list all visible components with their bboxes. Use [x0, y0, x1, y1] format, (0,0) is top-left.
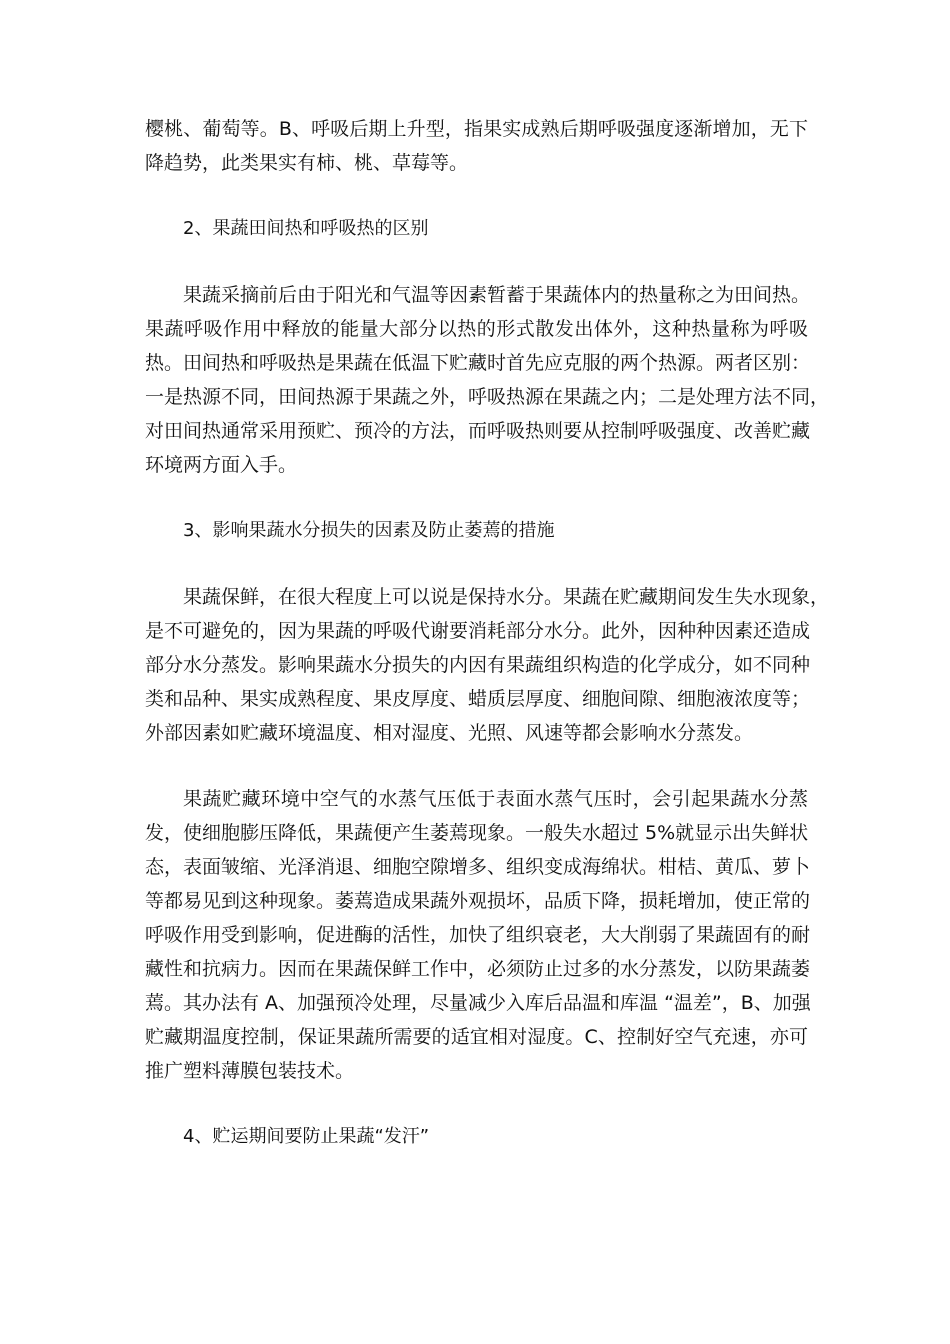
text-line: 推广塑料薄膜包装技术。	[145, 1060, 355, 1082]
section-heading-2: 2、果蔬田间热和呼吸热的区别	[183, 218, 429, 239]
text-line: 一是热源不同，田间热源于果蔬之外，呼吸热源在果蔬之内；二是处理方法不同，	[145, 386, 830, 408]
text-line: 等都易见到这种现象。萎蔫造成果蔬外观损坏，品质下降，损耗增加，使正常的	[145, 890, 811, 912]
paragraph-wilting	[145, 782, 811, 1088]
text-line: 类和品种、果实成熟程度、果皮厚度、蜡质层厚度、细胞间隙、细胞液浓度等；	[145, 688, 811, 710]
text-line: 发，使细胞膨压降低，果蔬便产生萎蔫现象。一般失水超过 5%就显示出失鲜状	[145, 822, 809, 844]
text-line: 果蔬保鲜，在很大程度上可以说是保持水分。果蔬在贮藏期间发生失水现象，	[183, 586, 830, 608]
text-line: 樱桃、葡萄等。B、呼吸后期上升型，指果实成熟后期呼吸强度逐渐增加，无下	[145, 118, 808, 140]
text-line: 贮藏期温度控制，保证果蔬所需要的适宜相对湿度。C、控制好空气充速，亦可	[145, 1026, 808, 1048]
paragraph-gap	[145, 180, 808, 212]
paragraph-gap	[145, 482, 808, 514]
paragraph-water-loss	[145, 580, 830, 750]
paragraph-gap	[145, 548, 808, 580]
text-line: 果蔬贮藏环境中空气的水蒸气压低于表面水蒸气压时，会引起果蔬水分蒸	[183, 788, 808, 810]
paragraph-continuation	[145, 112, 808, 180]
text-line: 蔫。其办法有 A、加强预冷处理，尽量减少入库后品温和库温 “温差”，B、加强	[145, 992, 811, 1014]
text-line: 果蔬呼吸作用中释放的能量大部分以热的形式散发出体外，这种热量称为呼吸	[145, 318, 808, 340]
text-line: 热。田间热和呼吸热是果蔬在低温下贮藏时首先应克服的两个热源。两者区别：	[145, 352, 811, 374]
text-line: 态，表面皱缩、光泽消退、细胞空隙增多、组织变成海绵状。柑桔、黄瓜、萝卜	[145, 856, 811, 878]
text-line: 部分水分蒸发。影响果蔬水分损失的内因有果蔬组织构造的化学成分，如不同种	[145, 654, 811, 676]
paragraph-gap	[145, 246, 808, 278]
text-line: 是不可避免的，因为果蔬的呼吸代谢要消耗部分水分。此外，因种种因素还造成	[145, 620, 811, 642]
paragraph-field-heat	[145, 278, 830, 482]
text-line: 果蔬采摘前后由于阳光和气温等因素暂蓄于果蔬体内的热量称之为田间热。	[183, 284, 811, 306]
text-line: 环境两方面入手。	[145, 454, 298, 476]
text-line: 降趋势，此类果实有柿、桃、草莓等。	[145, 152, 469, 174]
text-line: 外部因素如贮藏环境温度、相对湿度、光照、风速等都会影响水分蒸发。	[145, 722, 754, 744]
text-line: 藏性和抗病力。因而在果蔬保鲜工作中，必须防止过多的水分蒸发，以防果蔬萎	[145, 958, 811, 980]
section-heading-4: 4、贮运期间要防止果蔬“发汗”	[183, 1126, 430, 1147]
text-line: 对田间热通常采用预贮、预冷的方法，而呼吸热则要从控制呼吸强度、改善贮藏	[145, 420, 811, 442]
text-line: 呼吸作用受到影响，促进酶的活性，加快了组织衰老，大大削弱了果蔬固有的耐	[145, 924, 811, 946]
paragraph-gap	[145, 750, 808, 782]
paragraph-gap	[145, 1088, 808, 1120]
section-heading-3: 3、影响果蔬水分损失的因素及防止萎蔫的措施	[183, 520, 555, 541]
